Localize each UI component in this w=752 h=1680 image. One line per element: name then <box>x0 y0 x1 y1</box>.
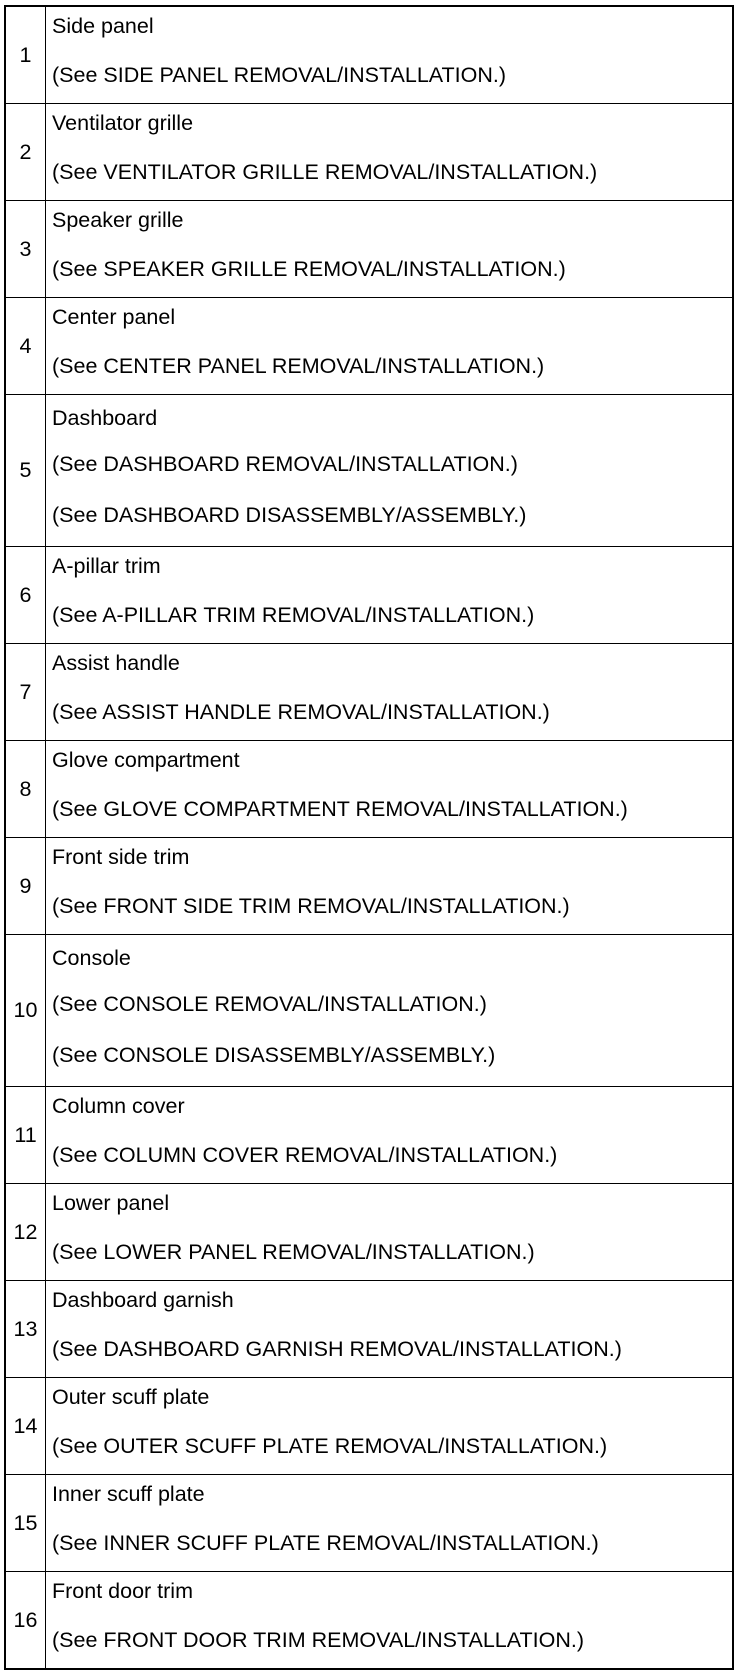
parts-table <box>4 5 734 1670</box>
row-number: 7 <box>5 644 46 741</box>
procedure-reference: (See COLUMN COVER REMOVAL/INSTALLATION.) <box>52 1143 558 1167</box>
component-name: Dashboard garnish <box>52 1288 234 1312</box>
row-number: 4 <box>5 298 46 395</box>
row-description <box>46 1572 734 1670</box>
row-number: 15 <box>5 1475 46 1572</box>
component-name: A-pillar trim <box>52 554 161 578</box>
table-row <box>5 1281 733 1378</box>
procedure-reference: (See CENTER PANEL REMOVAL/INSTALLATION.) <box>52 354 545 378</box>
component-name: Ventilator grille <box>52 111 194 135</box>
procedure-reference: (See DASHBOARD GARNISH REMOVAL/INSTALLATION.) <box>52 1337 622 1361</box>
procedure-reference: (See DASHBOARD REMOVAL/INSTALLATION.) <box>52 451 518 476</box>
row-number: 1 <box>5 6 46 104</box>
table-row <box>5 1378 733 1475</box>
row-description <box>46 1281 734 1378</box>
procedure-reference: (See A-PILLAR TRIM REMOVAL/INSTALLATION.) <box>52 603 535 627</box>
row-number: 6 <box>5 547 46 644</box>
row-description <box>46 395 734 547</box>
component-name: Lower panel <box>52 1191 170 1215</box>
component-name: Center panel <box>52 305 176 329</box>
table-row <box>5 838 733 935</box>
row-number: 12 <box>5 1184 46 1281</box>
component-name: Column cover <box>52 1094 185 1118</box>
row-description <box>46 935 734 1087</box>
row-number: 16 <box>5 1572 46 1670</box>
row-description <box>46 1184 734 1281</box>
procedure-reference: (See SIDE PANEL REMOVAL/INSTALLATION.) <box>52 63 507 87</box>
row-description <box>46 1475 734 1572</box>
table-row <box>5 741 733 838</box>
component-name: Glove compartment <box>52 748 240 772</box>
row-number: 11 <box>5 1087 46 1184</box>
procedure-reference: (See INNER SCUFF PLATE REMOVAL/INSTALLATION.) <box>52 1531 599 1555</box>
table-row <box>5 201 733 298</box>
row-description <box>46 644 734 741</box>
table-row <box>5 547 733 644</box>
row-number: 2 <box>5 104 46 201</box>
row-number: 13 <box>5 1281 46 1378</box>
row-description <box>46 547 734 644</box>
row-number: 3 <box>5 201 46 298</box>
row-number: 14 <box>5 1378 46 1475</box>
row-description <box>46 298 734 395</box>
table-row <box>5 644 733 741</box>
component-name: Front side trim <box>52 845 190 869</box>
procedure-reference: (See FRONT SIDE TRIM REMOVAL/INSTALLATION.) <box>52 894 570 918</box>
row-description <box>46 1087 734 1184</box>
table-row <box>5 1475 733 1572</box>
parts-table-body <box>5 6 733 1669</box>
procedure-reference: (See SPEAKER GRILLE REMOVAL/INSTALLATION.) <box>52 257 566 281</box>
procedure-reference: (See LOWER PANEL REMOVAL/INSTALLATION.) <box>52 1240 535 1264</box>
component-name: Assist handle <box>52 651 180 675</box>
row-description <box>46 201 734 298</box>
table-row <box>5 6 733 104</box>
component-name: Outer scuff plate <box>52 1385 210 1409</box>
procedure-reference: (See GLOVE COMPARTMENT REMOVAL/INSTALLATION.) <box>52 797 628 821</box>
procedure-reference: (See DASHBOARD DISASSEMBLY/ASSEMBLY.) <box>52 502 527 527</box>
row-description <box>46 1378 734 1475</box>
table-row <box>5 1087 733 1184</box>
row-description <box>46 741 734 838</box>
row-number: 9 <box>5 838 46 935</box>
component-name: Inner scuff plate <box>52 1482 205 1506</box>
table-row <box>5 1184 733 1281</box>
component-name: Front door trim <box>52 1579 193 1603</box>
row-number: 8 <box>5 741 46 838</box>
component-name: Speaker grille <box>52 208 184 232</box>
table-row <box>5 1572 733 1670</box>
component-name: Dashboard <box>52 405 158 430</box>
row-number: 5 <box>5 395 46 547</box>
table-row <box>5 395 733 547</box>
row-description <box>46 104 734 201</box>
row-description <box>46 6 734 104</box>
component-name: Console <box>52 945 131 970</box>
row-number: 10 <box>5 935 46 1087</box>
component-name: Side panel <box>52 14 154 38</box>
procedure-reference: (See OUTER SCUFF PLATE REMOVAL/INSTALLATION.) <box>52 1434 608 1458</box>
row-description <box>46 838 734 935</box>
procedure-reference: (See ASSIST HANDLE REMOVAL/INSTALLATION.) <box>52 700 550 724</box>
procedure-reference: (See CONSOLE DISASSEMBLY/ASSEMBLY.) <box>52 1042 496 1067</box>
procedure-reference: (See FRONT DOOR TRIM REMOVAL/INSTALLATION.) <box>52 1628 584 1652</box>
table-row <box>5 298 733 395</box>
table-row <box>5 104 733 201</box>
table-row <box>5 935 733 1087</box>
procedure-reference: (See VENTILATOR GRILLE REMOVAL/INSTALLATION.) <box>52 160 598 184</box>
procedure-reference: (See CONSOLE REMOVAL/INSTALLATION.) <box>52 991 487 1016</box>
